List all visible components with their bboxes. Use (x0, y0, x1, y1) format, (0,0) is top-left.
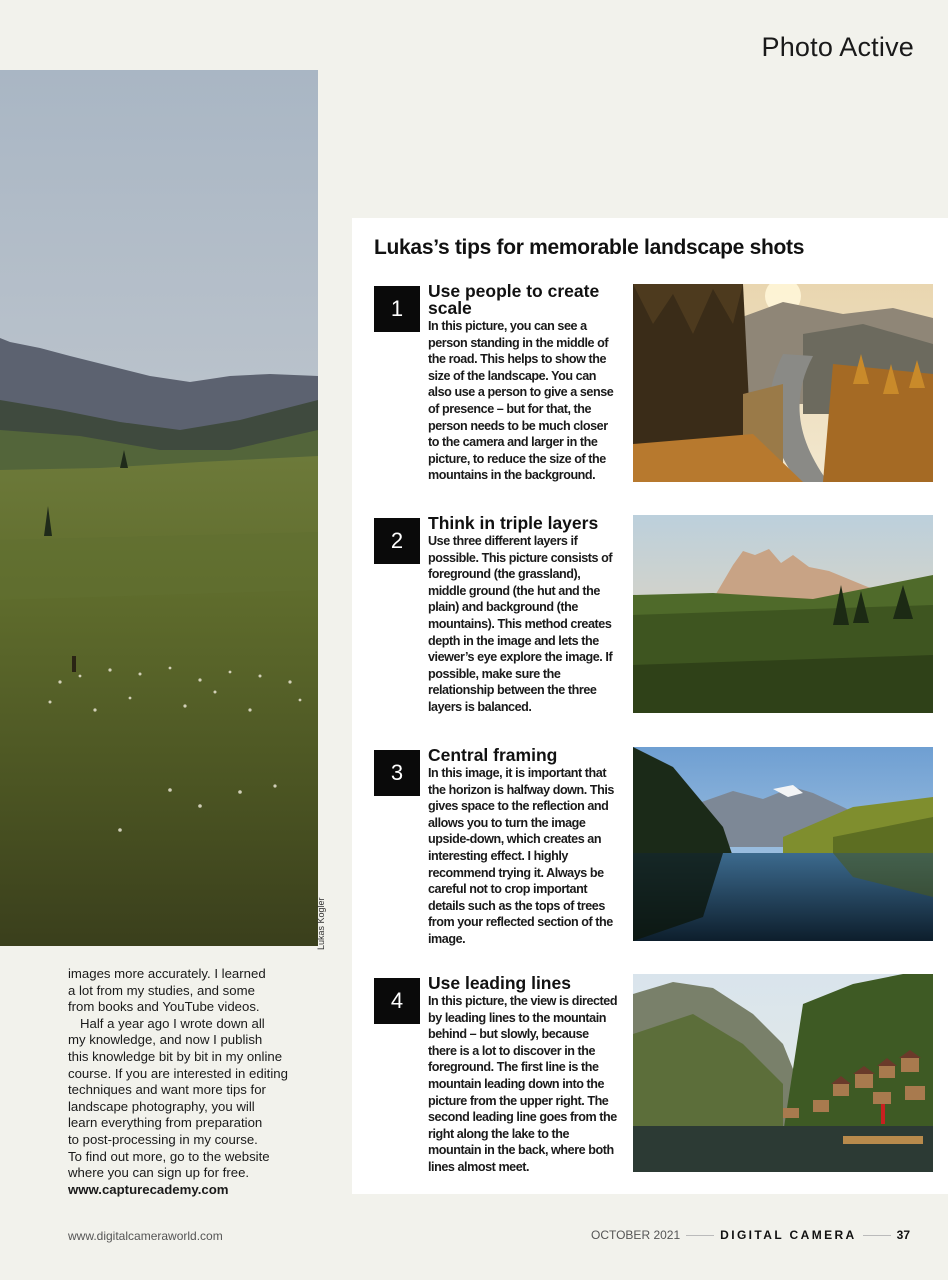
tips-heading: Lukas’s tips for memorable landscape shots (374, 236, 805, 259)
article-line: course. If you are interested in editing (68, 1065, 288, 1081)
article-line: a lot from my studies, and some (68, 982, 255, 998)
article-line: where you can sign up for free. (68, 1165, 250, 1181)
tip-photo-road (633, 284, 933, 482)
tip-title: Central framing (428, 745, 558, 765)
article-line: this knowledge bit by bit in my online (68, 1048, 283, 1064)
article-line: techniques and want more tips for (68, 1082, 266, 1098)
footer-divider (863, 1235, 891, 1236)
section-title: Photo Active (761, 32, 914, 62)
tip-photo-meadow (633, 515, 933, 713)
tip-number: 3 (374, 750, 420, 796)
footer-divider (686, 1235, 714, 1236)
tip-text: In this picture, the view is directed by leading lines to the mountain behind – but slowly, because there is a lot to discover in the foreground. The first line is the mountain leading down into the picture from the upper right. The second leading line goes from the right along the lake to the mountain in the back, where both lines almost meet. (428, 994, 618, 1174)
tip-photo-village (633, 974, 933, 1172)
article-line: images more accurately. I learned (68, 966, 266, 981)
article-url[interactable]: www.capturecademy.com (68, 1181, 229, 1197)
tip-number: 2 (374, 518, 420, 564)
tip-text: Use three different layers if possible. This picture consists of foreground (the grassland), middle ground (the hut and the plain) and background (the mountains). This method creates depth in the image and lets the viewer’s eye explore the image. If possible, make sure the relationship between the three layers is balanced. (428, 534, 613, 714)
article-line: learn everything from preparation (68, 1115, 263, 1131)
tip-title: Use people to create scale (428, 281, 600, 318)
tip-number: 4 (374, 978, 420, 1024)
hero-photo (0, 70, 318, 946)
footer-page-number: 37 (896, 1228, 910, 1242)
photo-credit: Lukas Kogler (316, 897, 326, 950)
tip-number: 1 (374, 286, 420, 332)
article-line: my knowledge, and now I publish (68, 1032, 263, 1048)
tip-text: In this image, it is important that the horizon is halfway down. This gives space to the reflection and allows you to turn the image upside-down, which creates an interesting effect. I highly recommend trying it. Always be careful not to crop important details such as the tops of trees from your reflected section of the image. (428, 766, 614, 946)
article-line: from books and YouTube videos. (68, 999, 260, 1015)
footer-issue: OCTOBER 2021 (590, 1228, 681, 1242)
tip-text: In this picture, you can see a person standing in the middle of the road. This helps to show the size of the landscape. You can also use a person to give a sense of presence – but for that, the person needs to be much closer to the camera and larger in the picture, to reduce the size of the mountains in the background. (428, 319, 614, 483)
article-body (68, 966, 308, 1198)
footer-website[interactable]: www.digitalcameraworld.com (68, 1229, 223, 1243)
tips-panel (352, 218, 948, 1194)
article-line: Half a year ago I wrote down all (80, 1015, 265, 1031)
footer-magazine: DIGITAL CAMERA (720, 1228, 857, 1242)
tip-photo-lake (633, 747, 933, 941)
article-line: to post-processing in my course. (68, 1131, 258, 1147)
footer-folio (591, 1228, 910, 1242)
article-line: landscape photography, you will (68, 1098, 255, 1114)
article-line: To find out more, go to the website (68, 1148, 270, 1164)
tip-title: Think in triple layers (428, 513, 599, 533)
tip-title: Use leading lines (428, 973, 571, 993)
